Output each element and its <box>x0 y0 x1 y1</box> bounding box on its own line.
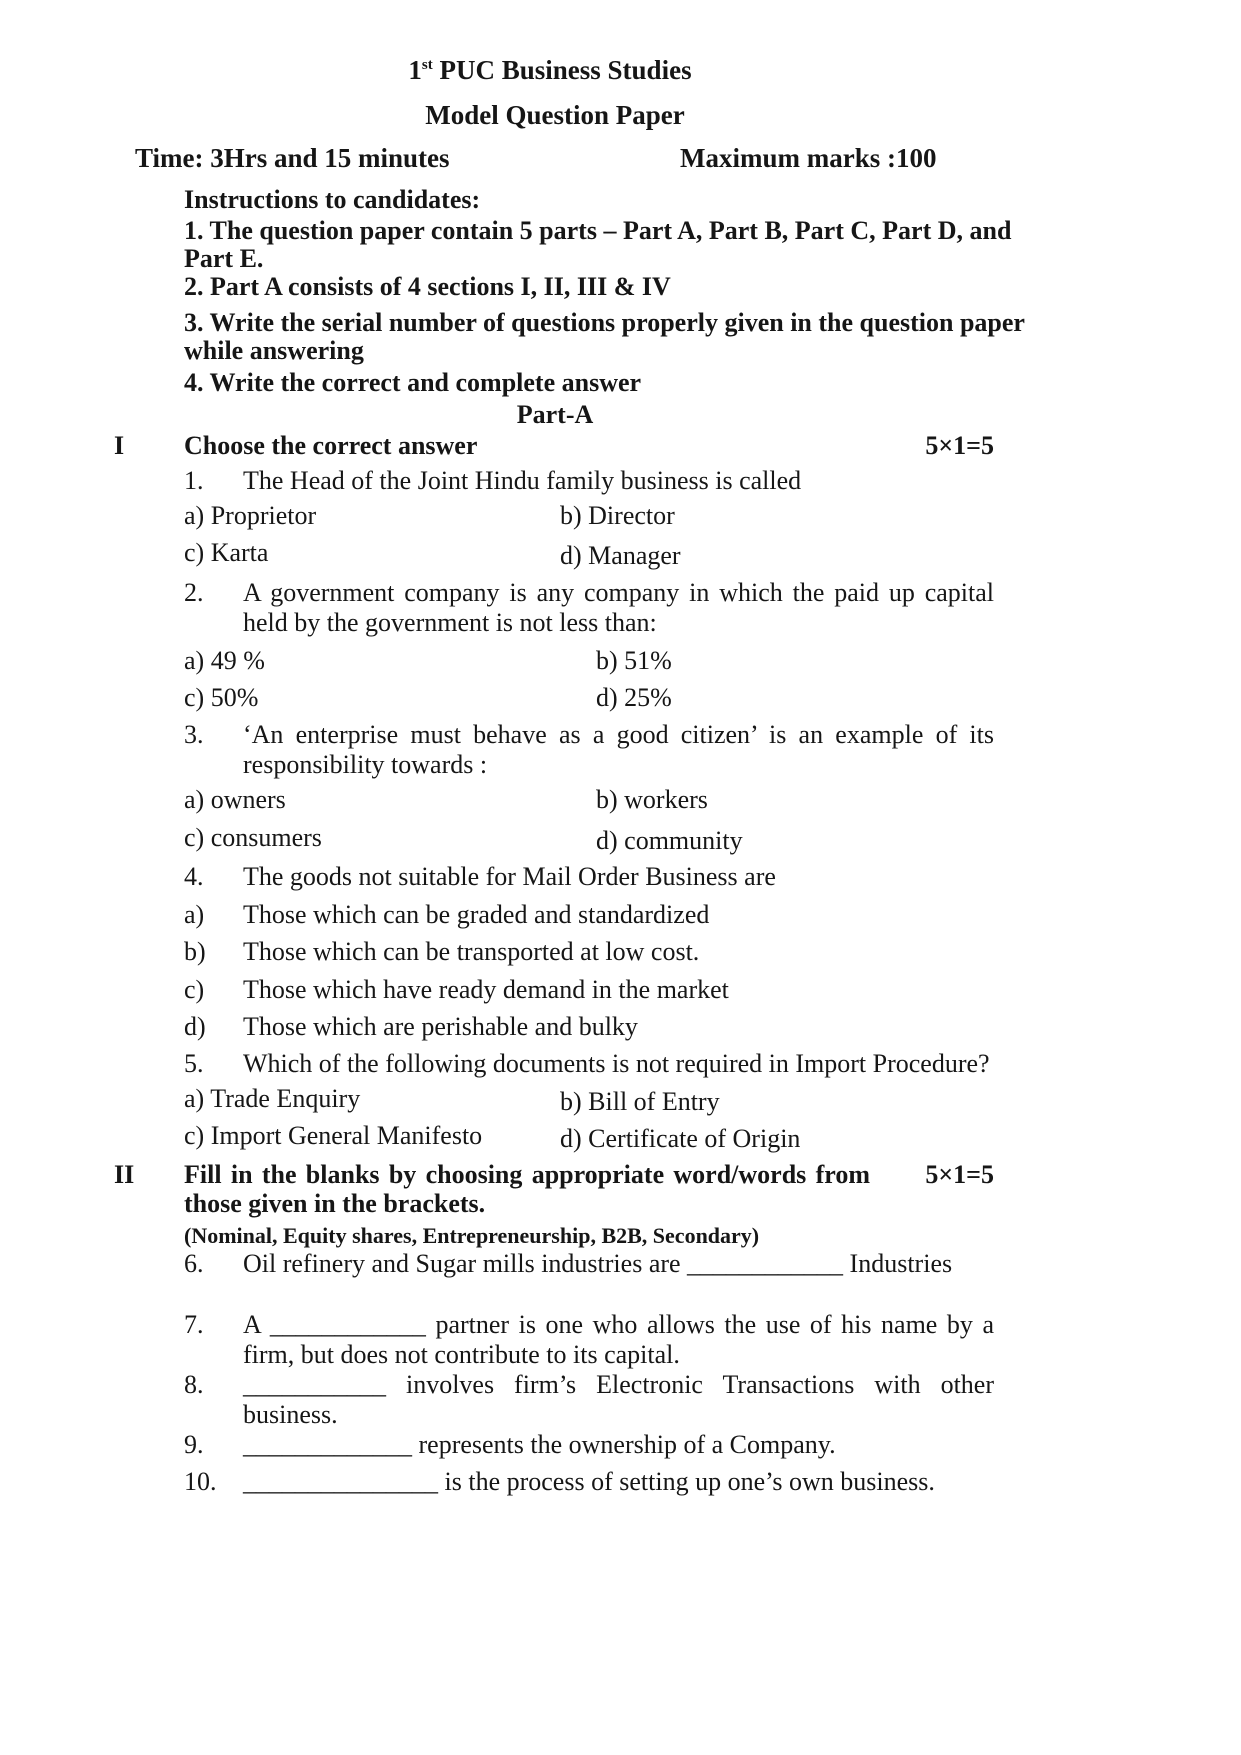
q2-line2: held by the government is not less than: <box>243 608 657 637</box>
paper-title <box>0 55 1100 85</box>
section-2-numeral: II <box>114 1160 135 1189</box>
q8-line1: ___________ involves firm’s Electronic Transactions with other <box>243 1370 994 1399</box>
q6-text: Oil refinery and Sugar mills industries are ____________ Industries <box>243 1249 953 1278</box>
instructions-heading: Instructions to candidates: <box>184 185 481 214</box>
q4-option-c: Those which have ready demand in the market <box>243 975 729 1004</box>
q3-line2: responsibility towards : <box>243 750 488 779</box>
q3-option-c: c) consumers <box>184 823 322 852</box>
q4-option-c-label: c) <box>184 975 205 1004</box>
q3-option-a: a) owners <box>184 785 286 814</box>
q2-number: 2. <box>184 578 204 607</box>
q1-option-c: c) Karta <box>184 538 269 567</box>
q4-number: 4. <box>184 862 204 891</box>
q8-number: 8. <box>184 1370 204 1399</box>
q4-option-a-label: a) <box>184 900 205 929</box>
q9-text: _____________ represents the ownership of a Company. <box>243 1430 836 1459</box>
q9-number: 9. <box>184 1430 204 1459</box>
q2-option-a: a) 49 % <box>184 646 265 675</box>
maximum-marks: Maximum marks :100 <box>680 143 937 173</box>
q3-line1: ‘An enterprise must behave as a good citizen’ is an example of its <box>243 720 994 749</box>
q7-line2: firm, but does not contribute to its capital. <box>243 1340 680 1369</box>
section-2-heading-line1: Fill in the blanks by choosing appropriate word/words from <box>184 1160 870 1189</box>
q2-option-b: b) 51% <box>596 646 672 675</box>
q7-line1: A ____________ partner is one who allows the use of his name by a <box>243 1310 994 1339</box>
section-1-marks: 5×1=5 <box>925 431 994 460</box>
section-2-marks: 5×1=5 <box>925 1160 994 1189</box>
time-allowed: Time: 3Hrs and 15 minutes <box>135 143 450 173</box>
q1-option-d: d) Manager <box>560 541 681 570</box>
q4-option-a: Those which can be graded and standardized <box>243 900 710 929</box>
instruction-3-line1: 3. Write the serial number of questions properly given in the question paper <box>184 308 1025 337</box>
q4-option-b-label: b) <box>184 937 206 966</box>
q5-option-a: a) Trade Enquiry <box>184 1084 361 1113</box>
q2-option-c: c) 50% <box>184 683 259 712</box>
title-superscript: st <box>421 57 433 73</box>
instruction-4: 4. Write the correct and complete answer <box>184 368 642 397</box>
q10-text: _______________ is the process of setting up one’s own business. <box>243 1467 935 1496</box>
q1-option-b: b) Director <box>560 501 675 530</box>
q5-option-d: d) Certificate of Origin <box>560 1124 801 1153</box>
q4-option-d-label: d) <box>184 1012 206 1041</box>
section-1-numeral: I <box>114 431 125 460</box>
q6-number: 6. <box>184 1249 204 1278</box>
section-1-heading: Choose the correct answer <box>184 431 478 460</box>
title-prefix: 1 <box>408 55 422 85</box>
title-rest: PUC Business Studies <box>432 55 692 85</box>
q3-option-b: b) workers <box>596 785 708 814</box>
instruction-1-line1: 1. The question paper contain 5 parts – Part A, Part B, Part C, Part D, and <box>184 216 1012 245</box>
instruction-1-line2: Part E. <box>184 244 264 273</box>
word-options: (Nominal, Equity shares, Entrepreneurship, B2B, Secondary) <box>184 1223 760 1248</box>
q4-option-b: Those which can be transported at low cost. <box>243 937 700 966</box>
paper-subtitle: Model Question Paper <box>425 100 685 130</box>
q1-number: 1. <box>184 466 204 495</box>
q4-text: The goods not suitable for Mail Order Business are <box>243 862 776 891</box>
section-2-heading-line2: those given in the brackets. <box>184 1189 486 1218</box>
instruction-2: 2. Part A consists of 4 sections I, II, III & IV <box>184 272 671 301</box>
q1-text: The Head of the Joint Hindu family business is called <box>243 466 802 495</box>
q8-line2: business. <box>243 1400 338 1429</box>
q5-option-b: b) Bill of Entry <box>560 1087 720 1116</box>
instruction-3-line2: while answering <box>184 336 364 365</box>
q7-number: 7. <box>184 1310 204 1339</box>
q4-option-d: Those which are perishable and bulky <box>243 1012 638 1041</box>
q1-option-a: a) Proprietor <box>184 501 317 530</box>
q5-text: Which of the following documents is not required in Import Procedure? <box>243 1049 990 1078</box>
q3-number: 3. <box>184 720 204 749</box>
part-a-title: Part-A <box>516 400 594 429</box>
q10-number: 10. <box>184 1467 217 1496</box>
q3-option-d: d) community <box>596 826 743 855</box>
q5-number: 5. <box>184 1049 204 1078</box>
q2-option-d: d) 25% <box>596 683 672 712</box>
q5-option-c: c) Import General Manifesto <box>184 1121 483 1150</box>
q2-line1: A government company is any company in which the paid up capital <box>243 578 994 607</box>
